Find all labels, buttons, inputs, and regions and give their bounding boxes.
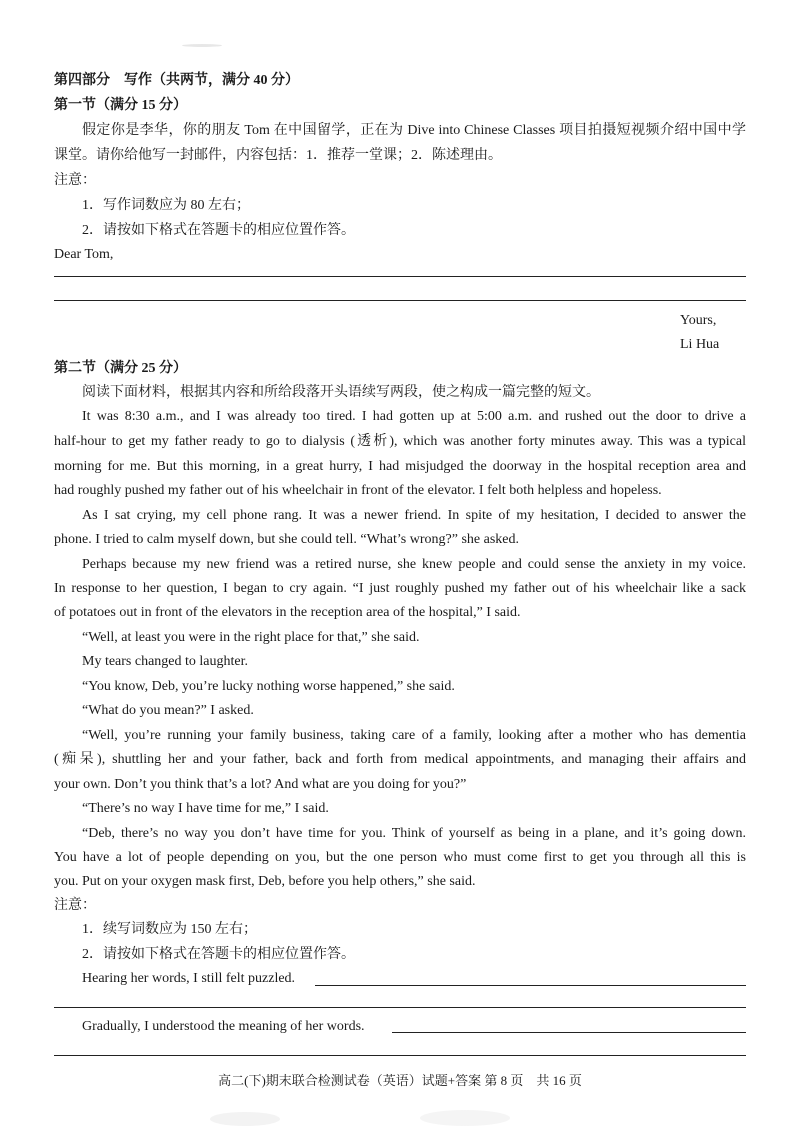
answer-line [392, 1032, 746, 1033]
answer-line [315, 985, 746, 986]
section1-notes-label: 注意： [54, 173, 96, 188]
passage-line: phone. I tried to calm myself down, but she could tell. “What’s wrong?” she asked. [54, 532, 519, 547]
passage-line: “You know, Deb, you’re lucky nothing worse happened,” she said. [82, 679, 455, 694]
section1-note: 1．写作词数应为 80 左右； [82, 198, 250, 213]
passage-line: half-hour to get my father ready to go to dialysis (透析), which was another forty minutes away. This was a typical [54, 434, 746, 449]
continuation-para1-start: Hearing her words, I still felt puzzled. [82, 971, 296, 986]
passage-line: your own. Don’t you think that’s a lot? And what are you doing for you?” [54, 777, 467, 792]
passage-line: In response to her question, I began to cry again. “I just roughly pushed my father out of his wheelchair like a sack [54, 581, 746, 596]
passage-line: It was 8:30 a.m., and I was already too tired. I had gotten up at 5:00 a.m. and rushed out the door to drive a [82, 409, 746, 424]
section1-note: 2．请按如下格式在答题卡的相应位置作答。 [82, 223, 355, 238]
letter-closing: Yours, [680, 313, 717, 328]
passage-line: of potatoes out in front of the elevators in the reception area of the hospital,” I said. [54, 605, 521, 620]
section2-note: 1．续写词数应为 150 左右； [82, 922, 257, 937]
letter-greeting: Dear Tom, [54, 247, 114, 262]
passage-line: “Well, at least you were in the right place for that,” she said. [82, 630, 420, 645]
passage-line: “Well, you’re running your family business, taking care of a family, looking after a mother who has dementia [82, 728, 746, 743]
passage-line: Perhaps because my new friend was a retired nurse, she knew people and could sense the anxiety in my voice. [82, 557, 746, 572]
answer-line [54, 1055, 746, 1056]
passage-line: you. Put on your oxygen mask first, Deb, before you help others,” she said. [54, 874, 476, 889]
passage-line: You have a lot of people depending on you, but the one person who must come first to get you through all this is [54, 850, 746, 865]
scan-mark [420, 1110, 510, 1126]
passage-line: “What do you mean?” I asked. [82, 703, 254, 718]
passage-line: had roughly pushed my father out of his wheelchair in front of the elevator. I felt both helpless and hopeless. [54, 483, 662, 498]
section2-instruction: 阅读下面材料，根据其内容和所给段落开头语续写两段，使之构成一篇完整的短文。 [82, 385, 600, 400]
section1-prompt-line: 课堂。请你给他写一封邮件，内容包括：1．推荐一堂课；2．陈述理由。 [54, 148, 502, 163]
passage-line: My tears changed to laughter. [82, 654, 249, 669]
passage-line: As I sat crying, my cell phone rang. It was a newer friend. In spite of my hesitation, I decided to answer the [82, 508, 746, 523]
answer-line [54, 276, 746, 277]
letter-signature: Li Hua [680, 337, 720, 352]
answer-line [54, 1007, 746, 1008]
section1-heading: 第一节（满分 15 分） [54, 98, 187, 113]
passage-line: “There’s no way I have time for me,” I said. [82, 801, 329, 816]
answer-line [54, 300, 746, 301]
scan-mark [210, 1112, 280, 1126]
continuation-para2-start: Gradually, I understood the meaning of her words. [82, 1019, 365, 1034]
section2-notes-label: 注意： [54, 898, 96, 913]
passage-line: “Deb, there’s no way you don’t have time for you. Think of yourself as being in a plane, and it’s going down. [82, 826, 746, 841]
page-footer: 高二(下)期末联合检测试卷（英语）试题+答案 第 8 页 共 16 页 [218, 1073, 582, 1088]
section1-prompt-line: 假定你是李华，你的朋友 Tom 在中国留学，正在为 Dive into Chinese Classes 项目拍摄短视频介绍中国中学 [82, 123, 746, 138]
part4-heading: 第四部分 写作（共两节，满分 40 分） [54, 73, 299, 88]
section2-note: 2．请按如下格式在答题卡的相应位置作答。 [82, 947, 355, 962]
section2-heading: 第二节（满分 25 分） [54, 361, 187, 376]
passage-line: morning for me. But this morning, in a great hurry, I had misjudged the doorway in the hospital reception area and [54, 459, 746, 474]
passage-line: (痴呆), shuttling her and your father, back and forth from medical appointments, and managing their affairs and [54, 752, 746, 767]
scan-mark [182, 44, 222, 47]
